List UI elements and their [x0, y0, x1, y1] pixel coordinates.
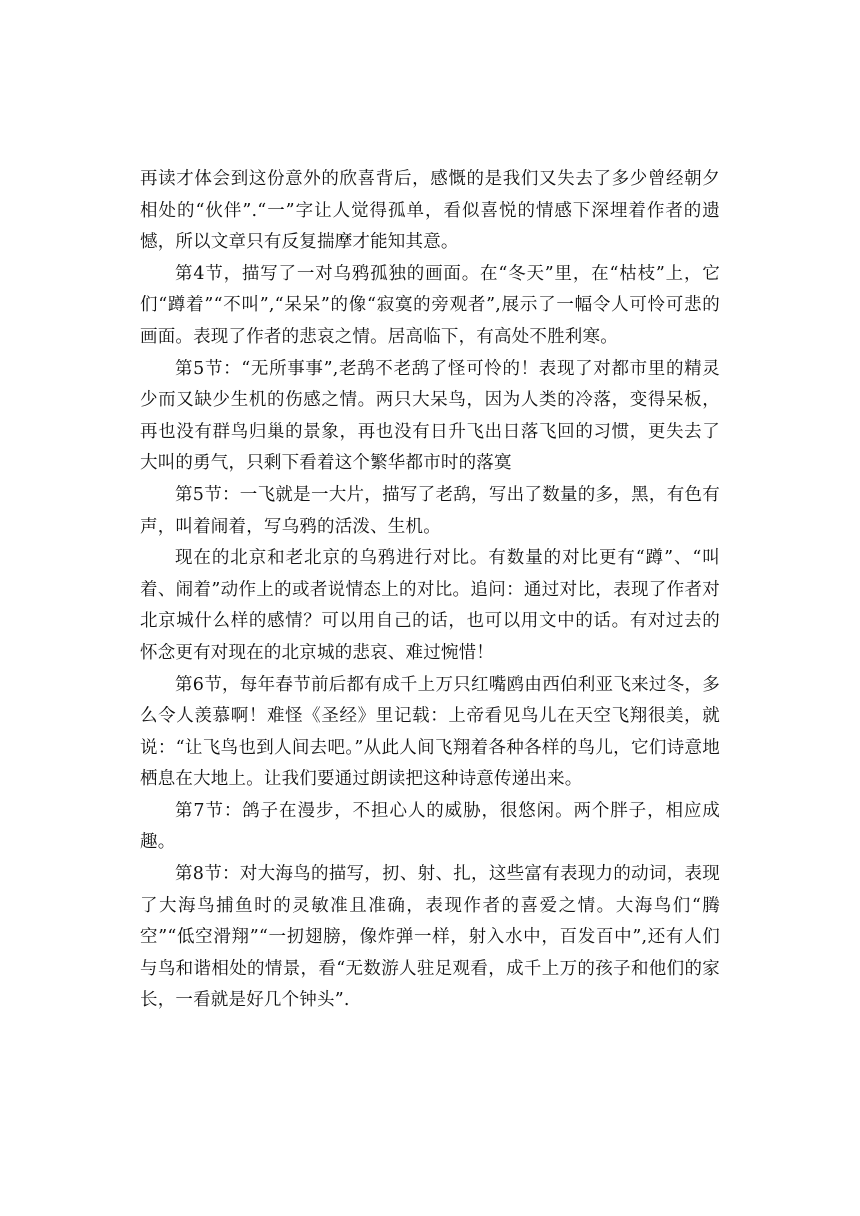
paragraph-section-6: 第6节，每年春节前后都有成千上万只红嘴鸥由西伯利亚飞来过冬，多么令人羡慕啊！难怪《圣经》里记载：上帝看见鸟儿在天空飞翔很美，就说：“让飞鸟也到人间去吧。”从此人间飞翔着各种各样的鸟儿，它们诗意地栖息在大地上。让我们要通过朗读把这种诗意传递出来。 — [140, 674, 720, 790]
paragraph-section-5-a: 第5节：“无所事事”,老鸹不老鸹了怪可怜的！表现了对都市里的精灵少而又缺少生机的伤感之情。两只大呆鸟，因为人类的冷落，变得呆板，再也没有群鸟归巢的景象，再也没有日升飞出日落飞回的习惯，更失去了大叫的勇气，只剩下看着这个繁华都市时的落寞 — [140, 358, 720, 474]
paragraph-comparison: 现在的北京和老北京的乌鸦进行对比。有数量的对比更有“蹲”、“叫着、闹着”动作上的或者说情态上的对比。追问：通过对比，表现了作者对北京城什么样的感情？可以用自己的话，也可以用文中的话。有对过去的怀念更有对现在的北京城的悲哀、难过惋惜！ — [140, 548, 720, 663]
paragraph-section-4: 第4节，描写了一对乌鸦孤独的画面。在“冬天”里，在“枯枝”上，它们“蹲着”“不叫”,“呆呆”的像“寂寞的旁观者”,展示了一幅令人可怜可悲的画面。表现了作者的悲哀之情。居高临下，有高处不胜利寒。 — [140, 263, 720, 347]
document-body — [140, 164, 720, 1017]
paragraph-section-5-b: 第5节：一飞就是一大片，描写了老鸹，写出了数量的多，黑，有色有声，叫着闹着，写乌鸦的活泼、生机。 — [140, 484, 720, 537]
paragraph-section-7: 第7节：鸽子在漫步，不担心人的威胁，很悠闲。两个胖子，相应成趣。 — [140, 800, 720, 853]
paragraph-intro: 再读才体会到这份意外的欣喜背后，感慨的是我们又失去了多少曾经朝夕相处的“伙伴”.“一”字让人觉得孤单，看似喜悦的情感下深埋着作者的遗憾，所以文章只有反复揣摩才能知其意。 — [140, 169, 720, 253]
paragraph-section-8: 第8节：对大海鸟的描写，扨、射、扎，这些富有表现力的动词，表现了大海鸟捕鱼时的灵敏准且准确，表现作者的喜爱之情。大海鸟们“腾空”“低空滑翔”“一扨翅膀，像炸弹一样，射入水中，百发百中”,还有人们与鸟和谐相处的情景，看“无数游人驻足观看，成千上万的孩子和他们的家长，一看就是好几个钟头”. — [140, 864, 720, 1011]
